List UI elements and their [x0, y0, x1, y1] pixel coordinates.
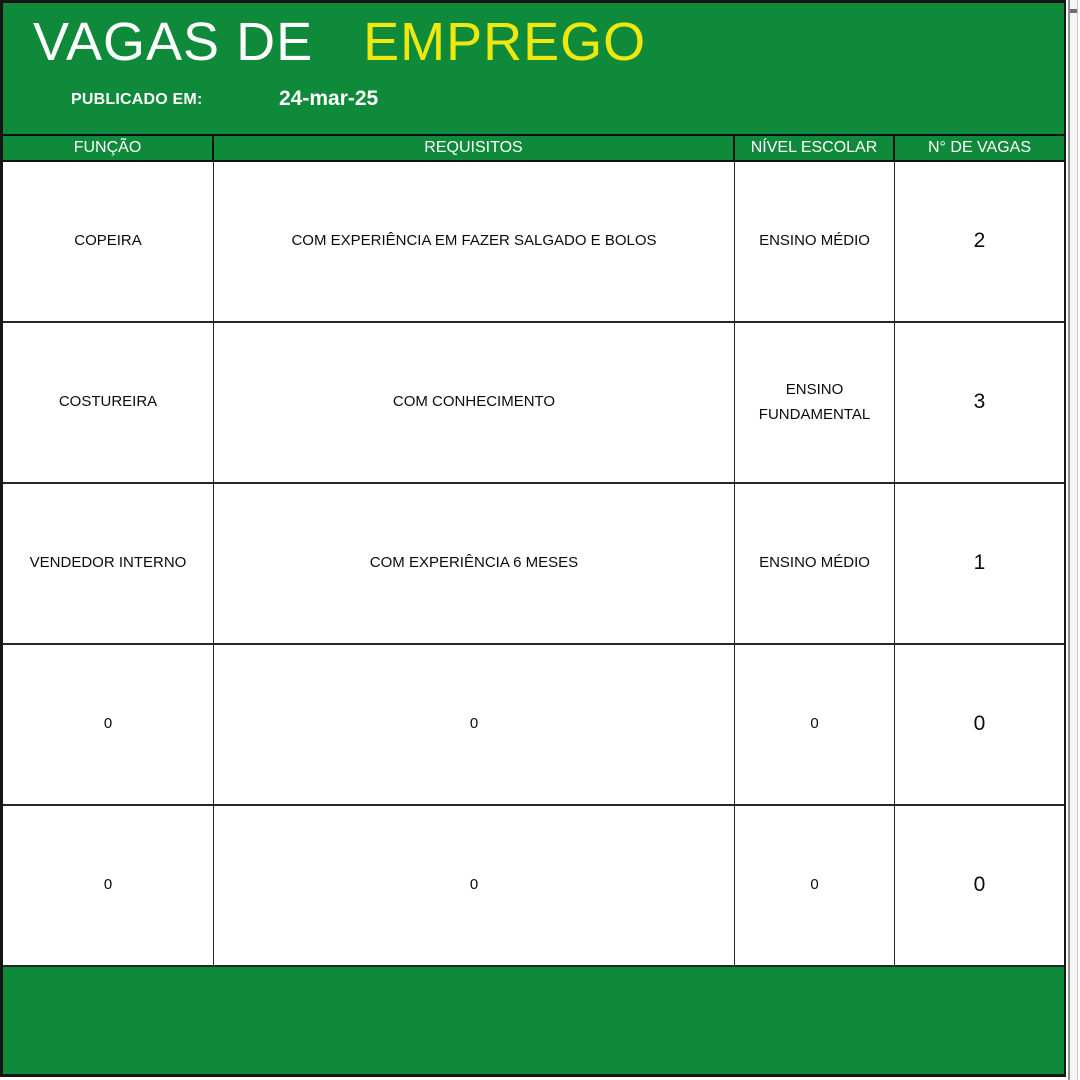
- scrollbar-area: [1066, 0, 1080, 1080]
- column-header-n-de-vagas: N° DE VAGAS: [927, 138, 1031, 156]
- table-row: [3, 645, 1064, 806]
- cell-nivel-escolar: ENSINO MÉDIO: [735, 162, 895, 321]
- cell-nivel-escolar: ENSINO MÉDIO: [735, 484, 895, 643]
- main-header: [3, 3, 1064, 136]
- vertical-scrollbar[interactable]: [1068, 0, 1078, 1080]
- cell-funcao: COPEIRA: [3, 162, 214, 321]
- cell-requisitos: COM EXPERIÊNCIA EM FAZER SALGADO E BOLOS: [214, 162, 735, 321]
- cell-n-de-vagas: 0: [973, 712, 986, 736]
- column-header-nivel-escolar: NÍVEL ESCOLAR: [735, 136, 895, 160]
- cell-funcao: VENDEDOR INTERNO: [3, 484, 214, 643]
- table-body: [3, 162, 1064, 967]
- cell-n-de-vagas: 3: [973, 390, 986, 414]
- cell-requisitos: COM CONHECIMENTO: [214, 323, 735, 482]
- title-vagas-de: VAGAS DE: [33, 12, 314, 72]
- table-row: [3, 323, 1064, 484]
- published-date: 24-mar-25: [279, 87, 379, 110]
- cell-funcao: COSTUREIRA: [3, 323, 214, 482]
- scrollbar-thumb-top[interactable]: [1070, 9, 1077, 13]
- published-label: PUBLICADO EM:: [71, 91, 203, 108]
- table-row: [3, 162, 1064, 323]
- title-emprego: EMPREGO: [363, 12, 647, 72]
- table-row: [3, 484, 1064, 645]
- cell-n-de-vagas: 2: [973, 229, 986, 253]
- cell-nivel-escolar: 0: [735, 645, 895, 804]
- cell-nivel-escolar: 0: [735, 806, 895, 965]
- cell-nivel-escolar: ENSINO FUNDAMENTAL: [735, 323, 895, 482]
- page-title: [33, 12, 647, 72]
- column-header-funcao: FUNÇÃO: [3, 136, 214, 160]
- cell-requisitos: 0: [214, 806, 735, 965]
- cell-funcao: 0: [3, 645, 214, 804]
- cell-n-de-vagas: 1: [973, 551, 986, 575]
- cell-n-de-vagas: 0: [973, 873, 986, 897]
- published-line: [3, 87, 1064, 111]
- cell-requisitos: 0: [214, 645, 735, 804]
- cell-requisitos: COM EXPERIÊNCIA 6 MESES: [214, 484, 735, 643]
- cell-funcao: 0: [3, 806, 214, 965]
- table-header-row: [3, 136, 1064, 162]
- table-row: [3, 806, 1064, 967]
- footer-bar: [3, 967, 1064, 1074]
- column-header-requisitos: REQUISITOS: [214, 136, 735, 160]
